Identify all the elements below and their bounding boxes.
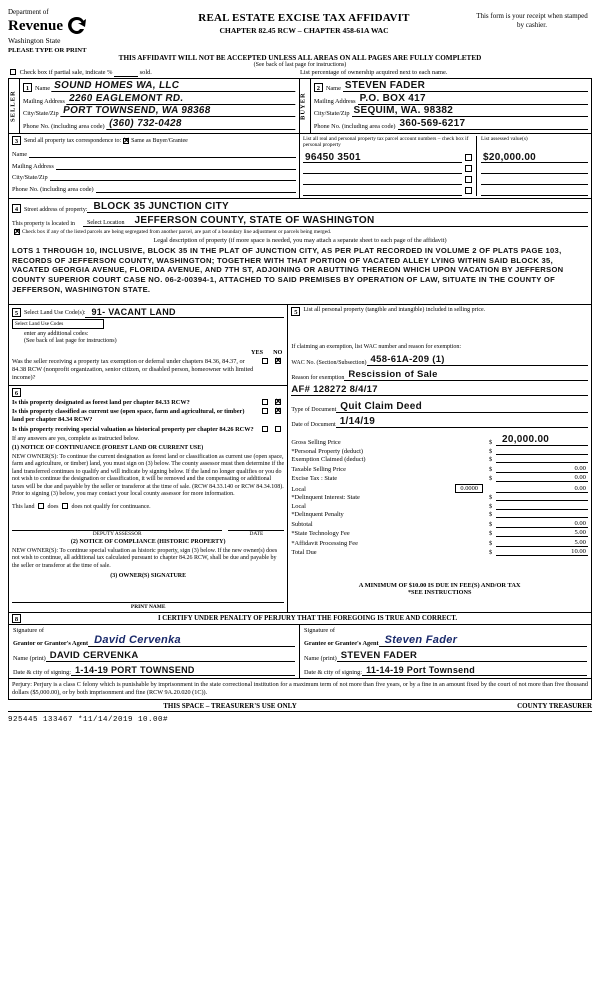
certify-statement: I CERTIFY UNDER PENALTY OF PERJURY THAT THE FOREGOING IS TRUE AND CORRECT. <box>157 614 458 622</box>
assessed-value-4[interactable] <box>481 185 588 196</box>
right-column <box>288 305 591 612</box>
assessed-value-1[interactable]: $20,000.00 <box>481 152 588 163</box>
deputy-assessor-label: DEPUTY ASSESSOR <box>92 531 142 538</box>
same-as-buyer-checkbox[interactable] <box>123 138 129 144</box>
owner-signature-line[interactable] <box>12 593 284 603</box>
tax-row <box>291 456 588 463</box>
tax-row-label: Local <box>291 485 306 493</box>
notice-continuance-text: NEW OWNER(S): To continue the current designation as forest land or classification as current use (open space, farm and agriculture, or timber) land, you must sign on (3) below. The county assessor must then determine if the land transferred continues to qualify and will indicate by signing below. If the land no longer qualifies or you do not wish to continue the designation or classification, it will be removed and the compensating or additional taxes will be due and payable by the seller or transferor at the time of sale. (RCW 84.33.140 or RCW 84.34.108). Prior to signing (3) below, you may contact your local county assessor for more information. <box>12 453 285 498</box>
section-4-number: 4 <box>12 204 21 213</box>
seller-mailing-value[interactable]: 2260 EAGLEMONT RD. <box>66 94 297 105</box>
tax-row <box>291 474 588 482</box>
type-or-print-label: PLEASE TYPE OR PRINT <box>8 47 87 54</box>
dept-line1: Department of <box>8 8 49 16</box>
tax-row-label: *State Technology Fee <box>291 530 350 537</box>
this-land-label: This land <box>12 503 35 510</box>
buyer-citystate-value[interactable]: SEQUIM, WA. 98382 <box>352 106 588 117</box>
parcel-accounts-block <box>300 134 591 198</box>
tax-row-label: Taxable Selling Price <box>291 465 346 473</box>
section-6-number: 6 <box>12 388 21 397</box>
page-title: REAL ESTATE EXCISE TAX AFFIDAVIT <box>198 12 410 24</box>
exemption-reason-value[interactable]: Rescission of Sale <box>344 369 588 381</box>
buyer-side-label: BUYER <box>299 79 310 134</box>
seller-name-value[interactable]: SOUND HOMES WA, LLC <box>51 81 296 92</box>
revenue-swirl-icon <box>67 16 87 36</box>
grantor-signature-block <box>9 625 300 678</box>
dollar-sign: $ <box>488 549 493 556</box>
see-instructions-note: *SEE INSTRUCTIONS <box>407 589 472 596</box>
county-state-value[interactable]: JEFFERSON COUNTY, STATE OF WASHINGTON <box>129 215 589 227</box>
tax-row-label: Subtotal <box>291 520 313 528</box>
land-use-value[interactable]: 91- VACANT LAND <box>85 307 284 318</box>
tax-row-label: Total Due <box>291 549 317 556</box>
dollar-sign: $ <box>488 439 493 446</box>
seller-mailing-label: Mailing Address <box>23 97 65 105</box>
located-in-label: This property is located in <box>12 221 75 227</box>
grantee-signature-value[interactable]: Steven Fader <box>379 634 587 647</box>
assessor-date-label: DATE <box>249 531 264 538</box>
tax-row <box>291 434 588 446</box>
no-header: NO <box>273 349 283 356</box>
tax-row-label: *Affidavit Processing Fee <box>291 539 358 547</box>
tax-row-label: Local <box>291 502 306 510</box>
legal-description-label: Legal description of property (if more space is needed, you may attach a separate sheet to each page of the affidavit) <box>153 237 447 244</box>
pct-ownership-label: List percentage of ownership acquired next to each name. <box>300 69 448 76</box>
grantor-sig-label2: Grantor or Grantor's Agent <box>13 639 89 647</box>
dept-line2: Revenue <box>8 17 63 34</box>
does-not-qualify-checkbox[interactable] <box>62 503 68 509</box>
print-name-label: PRINT NAME <box>130 603 166 610</box>
tax-row-value[interactable] <box>496 509 588 510</box>
grantor-date-value[interactable]: 1-14-19 PORT TOWNSEND <box>71 665 295 676</box>
left-column <box>9 305 288 612</box>
seller-block <box>20 79 300 134</box>
personal-property-checkbox-2[interactable] <box>465 165 472 172</box>
section-3-number: 3 <box>12 136 21 145</box>
historic-property-question: Is this property receiving special valuation as historical property per chapter 84.26 RCW? <box>12 426 254 434</box>
section-5-right-number: 5 <box>291 307 300 316</box>
dollar-sign: $ <box>488 502 493 510</box>
document-type-value[interactable]: Quit Claim Deed <box>336 401 588 413</box>
correspondence-block <box>9 134 300 198</box>
tax-row-value[interactable] <box>496 517 588 518</box>
notice-compliance-text: NEW OWNER(S): To continue special valuation as historic property, sign (3) below. If the new owner(s) does not wish to continue, all additional tax calculated pursuant to chapter 84.26 RCW, shall be due and payable by the seller or transferor at the time of sale. <box>12 547 278 569</box>
exemption-yes-checkbox[interactable] <box>262 358 268 364</box>
assessed-value-2[interactable] <box>481 163 588 174</box>
accounts-label: List all real and personal property tax parcel account numbers – check box if personal property <box>303 136 469 148</box>
grantee-name-label: Name (print) <box>304 654 337 662</box>
corr-name-value[interactable] <box>29 148 296 158</box>
chapter-subtitle: CHAPTER 82.45 RCW – CHAPTER 458-61A WAC <box>219 26 389 35</box>
tax-row-value[interactable]: 0.00 <box>496 520 588 528</box>
tax-row-value[interactable] <box>496 500 588 501</box>
tax-row-value[interactable]: 0.00 <box>496 485 588 493</box>
sections-5-6-7 <box>8 305 592 613</box>
account-number-1[interactable]: 96450 3501 <box>303 152 462 163</box>
does-label: does <box>47 503 59 510</box>
dollar-sign: $ <box>488 511 493 518</box>
account-number-4[interactable] <box>303 185 462 196</box>
personal-property-checkbox-3[interactable] <box>465 176 472 183</box>
exemption-question-label: Was the seller receiving a property tax exemption or deferral under chapters 84.36, 84.37, or 84.38 RCW (nonprofit organization, senior citizen, or disabled person, homeowner with limited income)? <box>12 358 254 381</box>
deputy-assessor-signature-line[interactable] <box>12 521 222 531</box>
section-8-number: 8 <box>12 614 21 623</box>
corr-mailing-label: Mailing Address <box>12 162 54 170</box>
tax-row-value[interactable]: 20,000.00 <box>496 434 588 446</box>
dollar-sign: $ <box>488 539 493 547</box>
section-1-number: 1 <box>23 83 32 92</box>
tax-row <box>291 484 588 493</box>
historic-yes-checkbox[interactable] <box>262 426 268 432</box>
notice-compliance-heading: (2) NOTICE OF COMPLIANCE (HISTORIC PROPERTY) <box>70 539 226 546</box>
buyer-name-label: Name <box>325 85 341 92</box>
partial-sale-label: Check box if partial sale, indicate % <box>19 69 113 76</box>
tax-row <box>291 494 588 501</box>
dollar-sign: $ <box>488 465 493 473</box>
buyer-mailing-label: Mailing Address <box>313 97 356 105</box>
county-treasurer-label: COUNTY TREASURER <box>517 701 592 710</box>
section-8 <box>8 613 592 679</box>
minimum-due-note: A MINIMUM OF $10.00 IS DUE IN FEE(S) AND/OR TAX <box>358 582 521 589</box>
wac-number-value[interactable]: 458-61A-209 (1) <box>367 354 588 366</box>
document-type-label: Type of Document <box>291 407 337 413</box>
treasurer-stamp: 925445 133467 *11/14/2019 10.00# <box>8 715 169 724</box>
seller-side-label: SELLER <box>9 79 20 134</box>
exemption-reason-value-2[interactable]: AF# 128272 8/4/17 <box>291 384 588 396</box>
perjury-notice: Perjury: Perjury is a class C felony which is punishable by imprisonment in the state correctional institution for a maximum term of not more than five years, or by a fine in an amount fixed by the court of not more than five thousand dollars ($5,000.00), or by both imprisonment and fine (RCW 9A.20.020 (1C)). <box>8 679 592 700</box>
tax-row <box>291 548 588 556</box>
tax-row-value[interactable] <box>496 462 588 463</box>
dept-line3: Washington State <box>8 36 61 45</box>
grantor-sig-label1: Signature of <box>13 626 44 634</box>
buyer-block <box>310 79 591 134</box>
street-address-value[interactable]: BLOCK 35 JUNCTION CITY <box>87 201 588 213</box>
personal-property-label: List all personal property (tangible and intangible) included in selling price. <box>303 307 486 313</box>
current-use-no-checkbox[interactable] <box>275 408 281 414</box>
seller-name-label: Name <box>35 85 51 92</box>
tax-row <box>291 465 588 473</box>
grantor-name-label: Name (print) <box>13 654 46 662</box>
dollar-sign: $ <box>488 475 493 482</box>
local-rate-field[interactable]: 0.0000 <box>455 484 483 493</box>
exemption-no-checkbox[interactable] <box>275 358 281 364</box>
grantee-sig-label1: Signature of <box>304 626 335 634</box>
forest-land-yes-checkbox[interactable] <box>262 399 268 405</box>
grantee-name-value[interactable]: STEVEN FADER <box>337 650 587 662</box>
select-location-dropdown[interactable]: Select Location <box>83 220 129 227</box>
dollar-sign: $ <box>488 456 493 463</box>
tax-row-label: Excise Tax : State <box>291 475 338 482</box>
tax-row <box>291 448 588 455</box>
historic-no-checkbox[interactable] <box>275 426 281 432</box>
owner-signature-heading: (3) OWNER(S) SIGNATURE <box>110 573 187 580</box>
corr-mailing-value[interactable] <box>56 160 296 170</box>
dollar-sign: $ <box>488 447 493 455</box>
section-4 <box>8 199 592 305</box>
grantor-signature-value[interactable]: David Cervenka <box>88 634 295 647</box>
legal-description-value[interactable]: LOTS 1 THROUGH 10, INCLUSIVE, BLOCK 35 IN THE PLAT OF JUNCTION CITY, AS PER PLAT RECORDED IN VOLUME 2 OF PLATS PAGE 103, RECORDS OF JEFFERSON COUNTY, WASHINGTON; TOGETHER WITH THAT PORTION OF VACATED ALLEY LYING WITHIN SAID BLOCK 35, VACATED GEORGIA AVENUE, FLORIDA AVENUE, AND 7TH ST, ADJOINING OR ABUTTING THEREON WHICH UPON VACATION BY JEFFERSON COUNTY SUPERIOR COURT CASE NO. 06-2-00394-1, ATTACHED TO SAID PREMISES BY OPERATION OF LAW, SITUATE IN THE COUNTY OF JEFFERSON, WASHINGTON STATE. <box>12 246 564 294</box>
send-correspondence-label: Send all property tax correspondence to: <box>24 137 122 144</box>
tax-row-label: *Delinquent Penalty <box>291 511 344 518</box>
land-use-select[interactable]: Select Land Use Codes <box>12 319 104 329</box>
exemption-reason-label: Reason for exemption <box>291 375 345 381</box>
buyer-name-value[interactable]: STEVEN FADER <box>343 81 588 92</box>
corr-phone-value[interactable] <box>96 183 296 193</box>
tax-row <box>291 539 588 547</box>
partial-sale-checkbox[interactable] <box>10 69 16 75</box>
section-5-number: 5 <box>12 308 21 317</box>
tax-row <box>291 503 588 510</box>
grantee-sig-label2: Grantee or Grantee's Agent <box>304 639 379 647</box>
tax-calculation-table <box>291 434 588 556</box>
not-accepted-notice: THIS AFFIDAVIT WILL NOT BE ACCEPTED UNLESS ALL AREAS ON ALL PAGES ARE FULLY COMPLETED <box>118 54 482 62</box>
tax-row-value[interactable]: 5.00 <box>496 539 588 547</box>
buyer-phone-label: Phone No. (including area code) <box>313 122 396 130</box>
seller-phone-label: Phone No. (including area code) <box>23 122 105 130</box>
seller-citystate-label: City/State/Zip <box>23 110 59 117</box>
corr-citystate-value[interactable] <box>50 171 296 181</box>
dollar-sign: $ <box>488 520 493 528</box>
affidavit-page <box>8 6 592 978</box>
land-use-label: Select Land Use Code(s): <box>24 309 86 316</box>
dollar-sign: $ <box>488 494 493 501</box>
tax-row <box>291 511 588 518</box>
current-use-yes-checkbox[interactable] <box>262 408 268 414</box>
seller-citystate-value[interactable]: PORT TOWNSEND, WA 98368 <box>60 106 297 117</box>
segregation-label: Check box if any of the listed parcels are being segregated from another parcel, are part of a boundary line adjustment or parcels being merged. <box>22 229 332 235</box>
assessed-value-3[interactable] <box>481 174 588 185</box>
same-as-buyer-label: Same as Buyer/Grantee <box>131 137 188 144</box>
corr-citystate-label: City/State/Zip <box>12 174 48 181</box>
receipt-note: This form is your receipt when stamped by cashier. <box>476 12 588 30</box>
tax-row-label: Exemption Claimed (deduct) <box>291 456 366 463</box>
tax-row-value[interactable]: 5.00 <box>496 529 588 537</box>
grantee-date-value[interactable]: 11-14-19 Port Townsend <box>362 665 587 676</box>
grantor-name-value[interactable]: DAVID CERVENKA <box>46 650 295 662</box>
tax-row-value[interactable] <box>496 454 588 455</box>
tax-row <box>291 520 588 528</box>
claiming-exemption-label: If claiming an exemption, list WAC number and reason for exemption: <box>291 344 462 350</box>
personal-property-checkbox-1[interactable] <box>465 154 472 161</box>
tax-row-value[interactable]: 10.00 <box>496 548 588 556</box>
segregation-checkbox[interactable] <box>14 229 20 235</box>
tax-row-label: Gross Selling Price <box>291 439 341 446</box>
assessor-date-line[interactable] <box>228 521 284 531</box>
personal-property-checkbox-4[interactable] <box>465 187 472 194</box>
dollar-sign: $ <box>488 530 493 537</box>
yes-header: YES <box>251 349 264 356</box>
current-use-question: Is this property classified as current use (open space, farm and agricultural, or timber) land per chapter 84.34 RCW? <box>12 408 245 424</box>
see-back-instructions-label: (See back of last page for instructions) <box>24 338 117 344</box>
document-date-value[interactable]: 1/14/19 <box>336 416 588 428</box>
if-any-yes-note: If any answers are yes, complete as instructed below. <box>12 436 140 443</box>
does-qualify-checkbox[interactable] <box>38 503 44 509</box>
buyer-mailing-value[interactable]: P.O. BOX 417 <box>358 94 588 105</box>
seller-phone-value[interactable]: (360) 732-0428 <box>106 119 297 130</box>
see-back-note: (See back of last page for instructions) <box>253 62 347 68</box>
grantor-date-label: Date & city of signing: <box>13 668 72 676</box>
tax-row <box>291 529 588 537</box>
forest-land-no-checkbox[interactable] <box>275 399 281 405</box>
tax-row-value[interactable]: 0.00 <box>496 465 588 473</box>
tax-row-value[interactable]: 0.00 <box>496 474 588 482</box>
wac-number-label: WAC No. (Section/Subsection) <box>291 360 367 366</box>
qualify-continuance-label: qualify for continuance. <box>93 503 151 510</box>
form-header <box>8 6 592 45</box>
forest-land-question: Is this property designated as forest land per chapter 84.33 RCW? <box>12 398 190 406</box>
section-2-number: 2 <box>314 83 323 92</box>
partial-sold-label: sold. <box>139 69 152 76</box>
tax-row-label: *Delinquent Interest: State <box>291 494 360 501</box>
street-address-label: Street address of property: <box>24 207 88 213</box>
assessed-value-label: List assessed value(s) <box>481 136 528 142</box>
document-date-label: Date of Document <box>291 422 336 428</box>
grantee-date-label: Date & city of signing: <box>304 668 363 676</box>
tax-row-label: *Personal Property (deduct) <box>291 447 364 455</box>
agency-logo <box>8 6 136 45</box>
account-number-3[interactable] <box>303 174 462 185</box>
corr-phone-label: Phone No. (including area code) <box>12 185 94 193</box>
notice-continuance-heading: (1) NOTICE OF CONTINUANCE (FOREST LAND OR CURRENT USE) <box>12 445 204 452</box>
section-3 <box>8 134 592 199</box>
does-not-label: does not <box>71 503 92 510</box>
enter-additional-codes-label: enter any additional codes: <box>24 331 89 337</box>
buyer-citystate-label: City/State/Zip <box>313 110 350 117</box>
corr-name-label: Name <box>12 151 28 158</box>
account-number-2[interactable] <box>303 163 462 174</box>
buyer-phone-value[interactable]: 360-569-6217 <box>398 119 589 130</box>
grantee-signature-block <box>300 625 591 678</box>
treasurer-space-label: THIS SPACE – TREASURER'S USE ONLY <box>163 701 297 710</box>
